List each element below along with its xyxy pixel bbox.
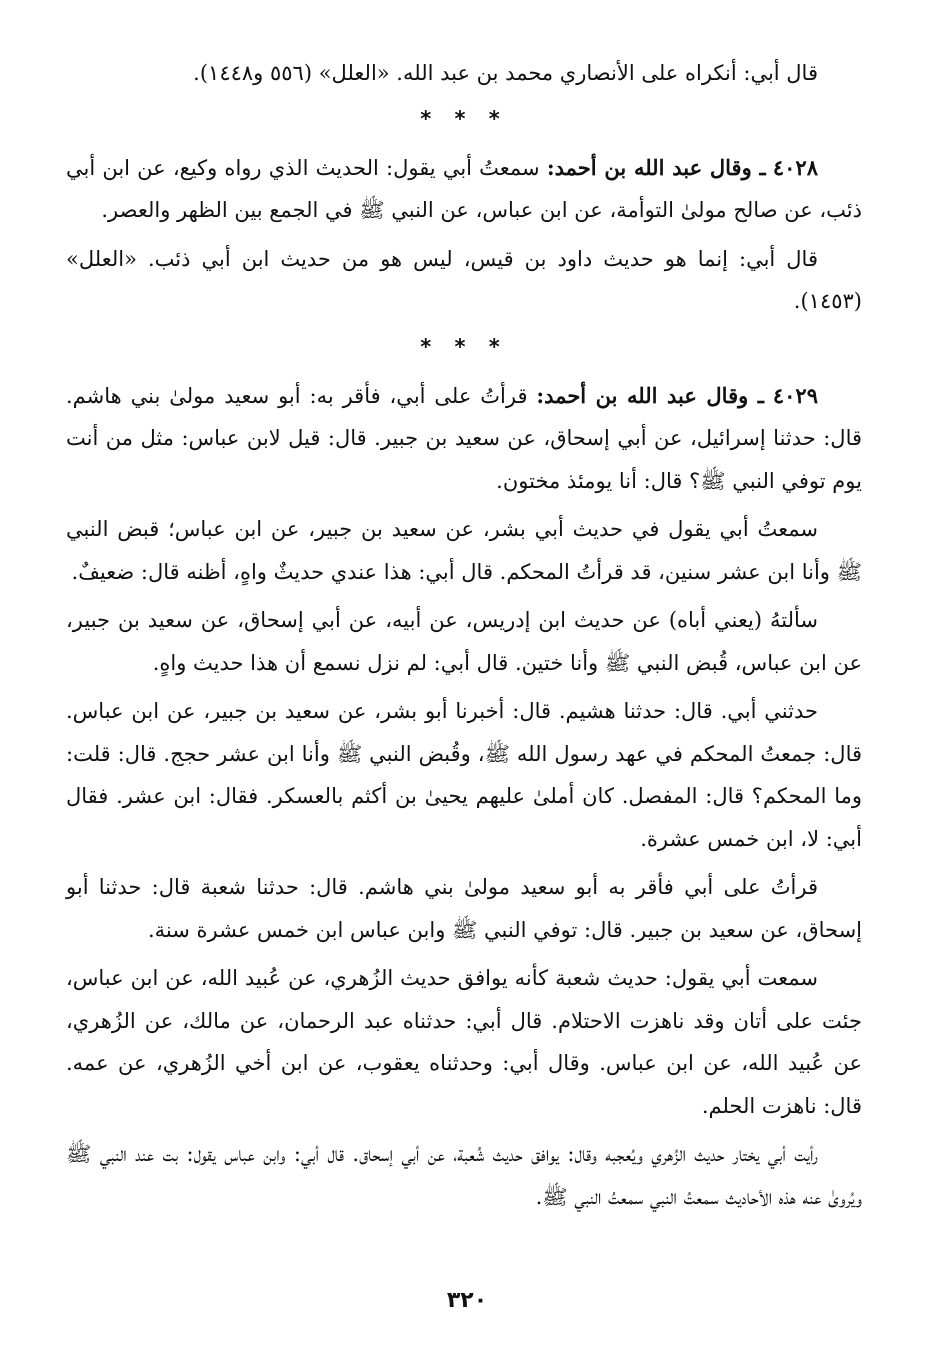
entry-4029-paragraph-1: سمعتُ أبي يقول في حديث أبي بشر، عن سعيد بن جبير، عن ابن عباس؛ قبض النبي ﷺ وأنا ابن عشر سنين، قد قرأتُ المحكم. قال أبي: هذا عندي حديثٌ واهٍ، أظنه قال: ضعيفٌ. xyxy=(66,517,862,584)
entry-4028-paragraph xyxy=(66,147,862,232)
entry-4029-text: قرأتُ على أبي، فأقر به: أبو سعيد مولىٰ بني هاشم. قال: حدثنا إسرائيل، عن أبي إسحاق، عن سعيد بن جبير. قال: قيل لابن عباس: مثل من أنت يوم توفي النبي ﷺ؟ قال: أنا يومئذ مختون. xyxy=(66,383,862,493)
entry-4029-paragraph xyxy=(66,375,862,503)
top-paragraph: قال أبي: أنكراه على الأنصاري محمد بن عبد الله. «العلل» (٥٥٦ و١٤٤٨). xyxy=(193,61,818,85)
entry-4028-text: سمعتُ أبي يقول: الحديث الذي رواه وكيع، عن ابن أبي ذئب، عن صالح مولىٰ التوأمة، عن ابن عباس، عن النبي ﷺ في الجمع بين الظهر والعصر. xyxy=(66,155,862,222)
entry-4029-paragraph-6: رأيت أبي يختار حديث الزُهري ويُعجبه وقال: يوافق حديث شُعبة، عن أبي إسحاق. قال أبي: وابن عباس يقول: بت عند النبي ﷺ ويُروىٰ عنه هذه الأحاديث سمعتُ النبي سمعتُ النبي ﷺ. xyxy=(66,1142,862,1209)
entry-4029-paragraph-5: سمعت أبي يقول: حديث شعبة كأنه يوافق حديث الزُهري، عن عُبيد الله، عن ابن عباس، جئت على أتان وقد ناهزت الاحتلام. قال أبي: حدثناه عبد الرحمان، عن مالك، عن الزُهري، عن عُبيد الله، عن ابن عباس. وقال أبي: وحدثناه يعقوب، عن ابن أخي الزُهري، عن عمه. قال: ناهزت الحلم. xyxy=(66,966,862,1118)
entry-4029-paragraph-2: سألتهُ (يعني أباه) عن حديث ابن إدريس، عن أبيه، عن أبي إسحاق، عن سعيد بن جبير، عن ابن عباس، قُبض النبي ﷺ وأنا ختين. قال أبي: لم نزل نسمع أن هذا حديث واهٍ. xyxy=(66,608,862,675)
entry-4029-paragraph-3: حدثني أبي. قال: حدثنا هشيم. قال: أخبرنا أبو بشر، عن سعيد بن جبير، عن ابن عباس. قال: جمعتُ المحكم في عهد رسول الله ﷺ، وقُبض النبي ﷺ وأنا ابن عشر حجج. قال: قلت: وما المحكم؟ قال: المفصل. كان أملىٰ عليهم يحيىٰ بن أكثم بالعسكر. فقال: ابن عشر. فقال أبي: لا، ابن خمس عشرة. xyxy=(66,699,862,851)
entry-4028-heading: ـ وقال عبد الله بن أحمد: xyxy=(546,154,766,180)
entry-4029-paragraph-4: قرأتُ على أبي فأقر به أبو سعيد مولىٰ بني هاشم. قال: حدثنا شعبة قال: حدثنا أبو إسحاق، عن سعيد بن جبير. قال: توفي النبي ﷺ وابن عباس ابن خمس عشرة سنة. xyxy=(66,875,862,942)
page-number: ٣٢٠ xyxy=(446,1288,488,1313)
separator-stars: * * * xyxy=(420,106,508,131)
entry-4028-number: ٤٠٢٨ xyxy=(772,154,818,180)
entry-4029-heading: ـ وقال عبد الله بن أحمد: xyxy=(536,382,764,408)
entry-4028-note: قال أبي: إنما هو حديث داود بن قيس، ليس هو من حديث ابن أبي ذئب. «العلل» (١٤٥٣). xyxy=(66,246,862,313)
separator-stars-2: * * * xyxy=(420,334,508,359)
entry-4029-number: ٤٠٢٩ xyxy=(772,382,818,408)
